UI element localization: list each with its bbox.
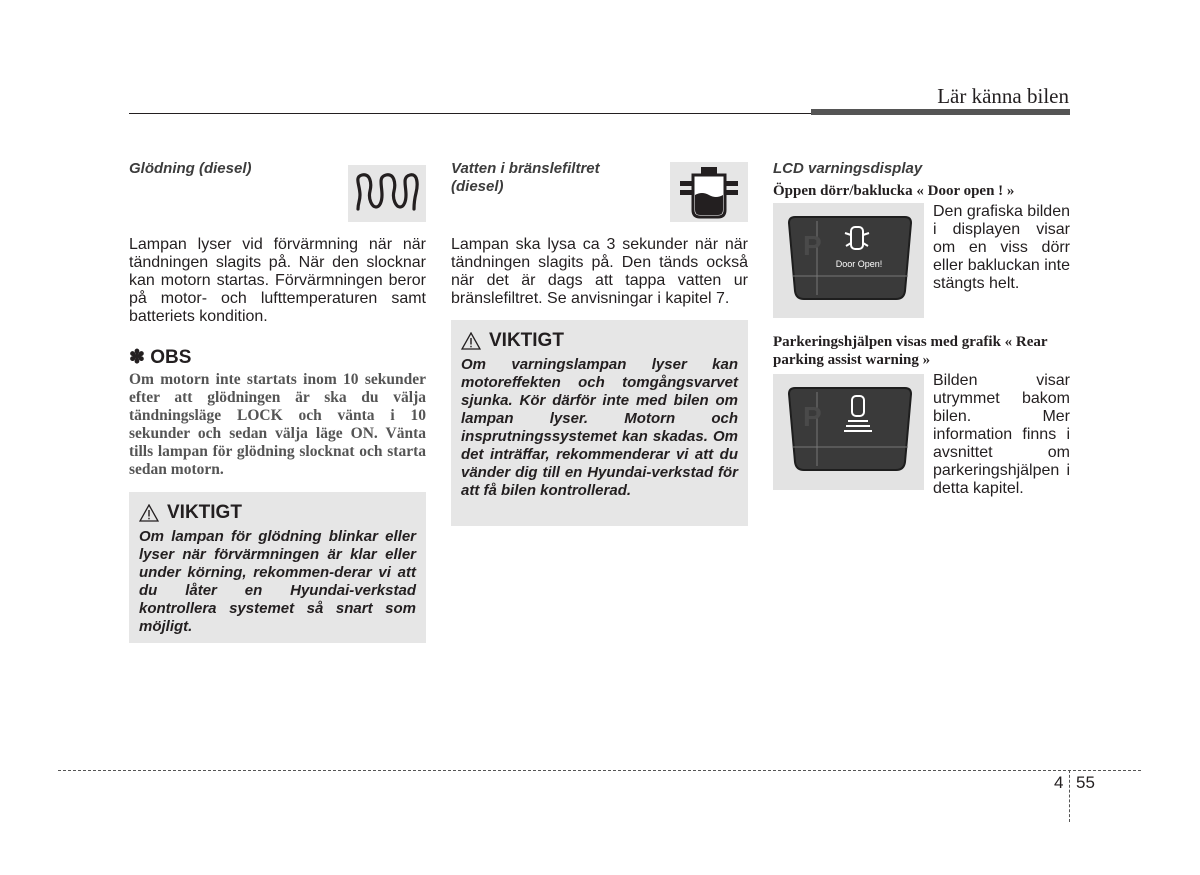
section-heading-lcd: LCD varningsdisplay	[773, 160, 923, 177]
warning-box-water	[451, 320, 748, 526]
svg-text:P: P	[803, 401, 822, 432]
glow-plug-coil-icon	[348, 165, 426, 222]
warning-box-glow	[129, 492, 426, 643]
column-lcd-display	[773, 160, 1070, 497]
chapter-number: 4	[1054, 773, 1064, 792]
footer-dashed-rule	[58, 770, 1141, 771]
door-open-description: Den grafiska bilden i displayen visar om en viss dörr eller bakluckan inte stängts helt.	[933, 203, 1070, 292]
obs-heading: ✽ OBS	[129, 347, 192, 368]
svg-text:P: P	[803, 230, 822, 261]
warning-title	[461, 330, 738, 352]
warning-text-glow: Om lampan för glödning blinkar eller lyser när förvärmningen är klar eller under körning, rekommen-derar vi att du låter en Hyundai-verkstad kontrollera systemet så snart som möjligt.	[139, 528, 416, 635]
column-water-in-fuel	[451, 160, 748, 499]
running-header-title: Lär känna bilen	[937, 84, 1069, 108]
warning-text-water: Om varningslampan lyser kan motoreffekten och tomgångsvarvet sjunka. Kör därför inte med bilen om lampan lyser. Motorn och insprutningssystemet kan skadas. Om det inträffar, rekommenderar vi att du vänder dig till en Hyundai-verkstad för att få bilen kontrollerad.	[461, 356, 738, 499]
water-in-fuel-filter-icon	[670, 162, 748, 222]
section-heading-water: Vatten i bränslefiltret (diesel)	[451, 160, 600, 195]
door-open-display-label: Door Open!	[835, 259, 883, 269]
warning-title-text: VIKTIGT	[489, 330, 564, 351]
page-number: 55	[1076, 773, 1095, 792]
door-open-heading: Öppen dörr/baklucka « Door open ! »	[773, 183, 1015, 199]
footer-dashed-divider	[1069, 770, 1070, 822]
door-open-display-image	[773, 203, 924, 318]
header-rule-accent	[811, 109, 1070, 115]
parking-assist-heading: Parkeringshjälpen visas med grafik « Rear parking assist warning »	[773, 334, 1048, 368]
glow-description: Lampan lyser vid förvärmning när när tändningen slagits på. När den slocknar kan motorn startas. Förvärmningen beror på motor- och lufttemperaturen samt batteriets kondition.	[129, 236, 426, 325]
obs-text: Om motorn inte startats inom 10 sekunder efter att glödningen är ska du välja tändningsläge LOCK och vänta i 10 sekunder och sedan välja läge ON. Vänta tills lampan för glödning slocknat och starta sedan motorn.	[129, 371, 426, 478]
warning-triangle-icon	[461, 332, 481, 350]
obs-note	[129, 346, 426, 479]
header-rule	[129, 113, 811, 114]
warning-triangle-icon	[139, 504, 159, 522]
section-heading-glow: Glödning (diesel)	[129, 160, 252, 177]
water-description: Lampan ska lysa ca 3 sekunder när när tändningen slagits på. Den tänds också när det är dags att tappa vatten ur bränslefiltret. Se anvisningar i kapitel 7.	[451, 236, 748, 307]
parking-assist-description: Bilden visar utrymmet bakom bilen. Mer information finns i avsnittet om parkeringshjälpen i detta kapitel.	[933, 372, 1070, 497]
warning-title	[139, 502, 416, 524]
column-glow-plug	[129, 160, 426, 635]
rear-parking-display-image	[773, 374, 924, 490]
warning-title-text: VIKTIGT	[167, 502, 242, 523]
